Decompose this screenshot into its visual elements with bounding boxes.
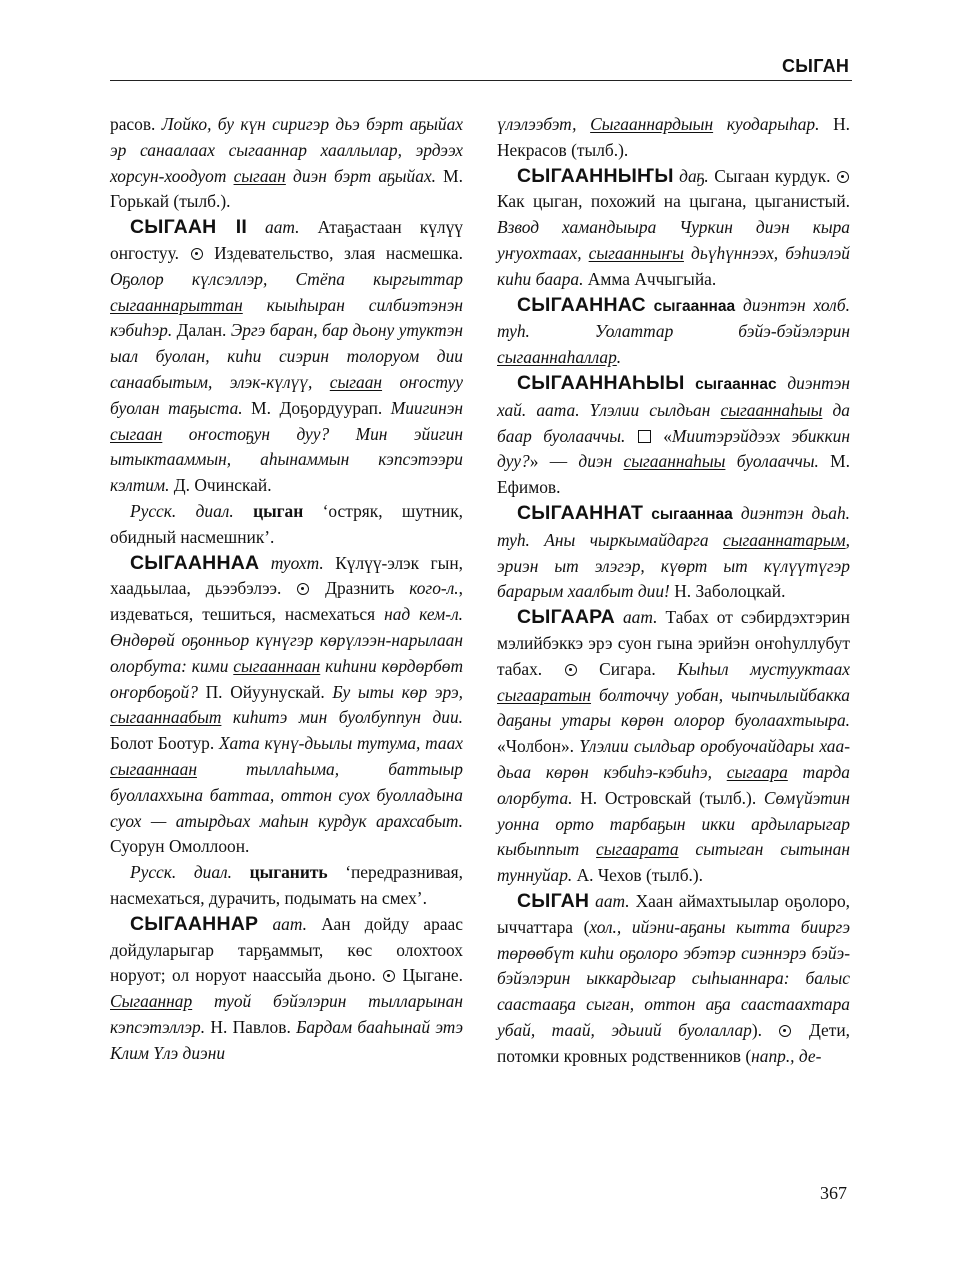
entry-sygan [497, 889, 850, 1070]
text-run: Оҕолор күлсэллэр, Стёпа кыргыттар [110, 268, 463, 289]
text-run: Взвод хамандыыра Чуркин диэн кыра уҥуохтаах, [497, 217, 850, 263]
text-run: П. Ойуунускай. [197, 681, 333, 702]
entry-sygaannas [497, 293, 850, 371]
text-run: ‘остряк, шутник, обидный насмешник’. [110, 500, 463, 547]
text-run: сытыган сытынан туннуйар. [497, 839, 851, 886]
text-run: Н. Павлов. [205, 1016, 297, 1037]
example-keyword: сыгаара [726, 761, 788, 782]
text-run: М. Доҕордуурап. [242, 397, 391, 418]
text-run: Суорун Омоллоон. [110, 836, 250, 857]
translation-marker-icon [779, 1025, 791, 1037]
text-run: расов. [110, 114, 162, 134]
text-run: диэнтэн холб. туһ. Уолаттар бэйэ-бэйэлэрин [497, 294, 850, 342]
text-run: Н. Заболоцкай. [669, 581, 786, 602]
text-run: Дети, потомки кровных родственников ( [497, 1019, 850, 1066]
entry-sygaannar [110, 912, 463, 1067]
text-run: Лойко, бу күн сиригэр дьэ бэрт аҕыйах эр санаалаах сыгааннар хааллылар, эрдээх хорсун-хоодуот [110, 114, 463, 186]
header-rule [110, 80, 852, 81]
text-run: , издеваться, тешиться, насмехаться [110, 578, 463, 625]
text-run: үлэлээбэт, [497, 114, 591, 134]
text-run: М. Ефимов. [497, 451, 850, 498]
example-keyword: сыгаан [110, 423, 163, 444]
text-run: над кем-л. [384, 604, 463, 625]
text-run: кыыһыран силбиэтэнэн кэбиһэр. [110, 294, 463, 341]
text-run: оҥостоҕун дуу? Мин эйигин ытыктааммын, аһынаммын кэпсэтээри кэлтим. [110, 423, 463, 496]
left-column [110, 112, 463, 1066]
translation-marker-icon [565, 664, 577, 676]
text-run: диэнтэн дьаһ. туһ. Аны чыркымайдарга [497, 502, 851, 550]
text-run: Сыгаан курдук. [708, 165, 836, 186]
headword: СЫГААРА [517, 606, 615, 629]
text-run: Бардам бааһынай этэ Клим Үлэ диэни [110, 1016, 463, 1063]
text-run: , эриэн ыт элэгэр, күөрт ыт күлүүтүгэр барарым хаалбыт дии! [497, 529, 850, 602]
text-run: туой бэйэлэрин тылларынан кэпсэтэллэр. [110, 991, 463, 1037]
example-keyword: сыгааннаһыы [623, 451, 726, 472]
entry-sygaara [497, 605, 850, 889]
text-run: буолааччы. [725, 451, 819, 472]
page-number: 367 [820, 1183, 847, 1203]
entry-sygaannaa [110, 551, 463, 861]
text-run: кого-л. [409, 578, 459, 599]
example-keyword: сыгаарата [596, 839, 679, 860]
text-run: оҥостуу буолан таҕыста. [110, 371, 463, 418]
text-run: Амма Аччыгыйа. [583, 268, 717, 289]
text-run: «Чолбон». [497, 736, 580, 757]
text-run: туохт. [259, 552, 324, 573]
translation-marker-icon [191, 248, 203, 260]
text-run: М. Горькай (тылб.). [110, 165, 463, 212]
example-keyword: сыгаан [233, 165, 286, 186]
text-run: Русск. диал. [130, 862, 250, 883]
text-run: Өндөрөй оҕонньор күнүгэр көрүлээн-нарылаан олорбута: кими [110, 629, 463, 676]
text-run: Русск. диал. [130, 500, 254, 521]
example-keyword: сыгааннаан [233, 655, 321, 676]
entry-sygaannat [497, 501, 850, 605]
text-run: куодарыһар. [713, 114, 820, 134]
text-run: ). [751, 1019, 779, 1040]
text-run: Миитэрэйдээх эбиккин дуу? [497, 425, 850, 472]
text-run: аат. [246, 217, 300, 238]
text-run: Күлүү-элэк гын, хаадьылаа, дьээбэлээ. [110, 552, 463, 599]
phraseology-box-icon [638, 430, 651, 443]
text-run: Кыһыл мустууктаах [677, 658, 850, 679]
text-run: диэн [578, 451, 624, 472]
example-keyword: сыгааннатарым [722, 529, 846, 550]
text-run: Как цыган, похожий на цыгана, цыганистый. [497, 191, 850, 212]
text-run: « [651, 425, 672, 446]
example-keyword: сыгааннаабыт [110, 707, 222, 728]
text-run: Н. Островскай (тылб.). [572, 787, 764, 808]
text-run: Болот Боотур. [110, 733, 219, 754]
headword: СЫГААННЫҤЫ [517, 164, 674, 187]
text-run: киһитэ мин буолбуппун дии. [221, 707, 463, 728]
entry-sygaannaa-etym [110, 860, 463, 912]
headword: СЫГААННАТ [517, 501, 644, 524]
text-run: . [616, 347, 622, 368]
example-keyword: сыгааннаһаллар [497, 347, 617, 368]
text-run: Сөмүйэтин уонна орто тарбаҕын икки ардыларыгар кыбыппыт [497, 787, 850, 860]
example-keyword: сыгааннаан [110, 758, 197, 779]
text-run: киһини көрдөрбөт оҥорбоҕой? [110, 655, 463, 702]
running-head: СЫГАН [782, 56, 850, 76]
text-run: Издевательство, злая насмешка. [203, 242, 463, 263]
text-run: напр., де- [751, 1045, 822, 1066]
example-keyword: Сыгааннар [110, 991, 193, 1012]
text-run: Д. Очинскай. [169, 475, 272, 496]
text-run: Далан. [172, 320, 231, 341]
headword: СЫГААННАА [130, 551, 260, 574]
text-run: Аан дойду араас дойдуларыгар тарҕаммыт, көс олохтоох норуот; ол норуот наассыйа дьоно. [110, 913, 463, 986]
text-run: цыган [253, 500, 304, 521]
translation-marker-icon [383, 970, 395, 982]
entry-cont [110, 112, 463, 215]
example-keyword: Сыгааннардыын [590, 114, 714, 134]
text-run: хол., ийэни-аҕаны кытта бииргэ төрөөбүт киһи оҕолоро эбэтэр сиэннэрэ бэйэ-бэйэлэрин ыккардыгар сыһыаннара: балыс саастааҕа сыган, оттон аҕа саастаахтара убай, таай, эдьиий буолаллар [497, 916, 850, 1040]
text-run: Дразнить [310, 578, 410, 599]
entry-sygaan-2-etym [110, 499, 463, 551]
text-run: Сигара. [577, 658, 678, 679]
text-run: Үлэлии сылдьар оробуочайдары хаа-дьаа көрөн кэбиһэ-кэбиһэ, [497, 736, 850, 782]
text-run [625, 426, 636, 446]
headword: СЫГААННАҺЫЫ [517, 371, 685, 394]
entry-cont-right [497, 112, 850, 164]
headword: СЫГААННАС [517, 293, 646, 316]
translation-marker-icon [297, 583, 309, 595]
text-run: Цыгане. [396, 965, 463, 986]
text-run: аат. [614, 607, 658, 628]
entry-sygaan-2 [110, 215, 463, 499]
example-keyword: сыгааннаһыы [720, 399, 823, 420]
example-keyword: сыгаанныҥы [588, 242, 684, 263]
text-run: » — [529, 451, 579, 472]
right-column [497, 112, 850, 1069]
text-run: даҕ. [673, 165, 709, 186]
text-run: Хата күнү-дьылы тутума, таах [218, 733, 463, 754]
entry-sygaannahyy [497, 371, 850, 501]
text-run: Эргэ баран, бар дьону утуктэн ыал буолан, киһи сиэрин толоруом дии санаабытым, элэк-күлүү, [110, 320, 463, 392]
example-keyword: сыгаан [329, 371, 383, 392]
text-run: болточчу уобан, чыпчылыйбакка даҕаны утары көрөн олорор буолаахтыыра. [497, 684, 850, 731]
text-run: сыгааннас [684, 375, 777, 393]
text-run: диэн бэрт аҕыйах. [285, 165, 437, 186]
text-run: тыллаһыма, баттыыр буоллаххына баттаа, оттон суох буолладына суох — атырдьах маһын курдук арахсабыт. [110, 758, 463, 831]
text-run: Атаҕастаан күлүү онгостуу. [110, 217, 463, 263]
headword: СЫГАН [517, 889, 590, 912]
text-run: аат. [589, 890, 630, 911]
text-run: Н. Некрасов (тылб.). [497, 114, 850, 160]
headword: СЫГААННАР [130, 912, 259, 935]
text-run: тарда олорбута. [497, 761, 850, 808]
example-keyword: сыгааннарыттан [110, 294, 243, 315]
text-run: диэнтэн хай. аата. Үлэлии сылдьан [497, 372, 850, 420]
headword: СЫГААН II [130, 216, 247, 239]
example-keyword: сыгааратын [497, 684, 592, 705]
text-run: сыгааннаа [645, 297, 736, 315]
text-run: да баар буолааччы. [497, 399, 850, 446]
entry-sygaannyng [497, 164, 850, 293]
text-run: сыгааннаа [643, 505, 733, 523]
text-run: Хаан аймахтыылар оҕолоро, ыччаттара ( [497, 890, 850, 937]
translation-marker-icon [837, 171, 849, 183]
text-run: цыганить [249, 862, 328, 883]
text-run: А. Чехов (тылб.). [572, 865, 704, 886]
text-run: Бу ыты көр эрэ, [332, 681, 463, 702]
text-run: Миигинэн [390, 397, 464, 418]
text-run: ‘передразнивая, насмехаться, дурачить, подымать на смех’. [110, 862, 463, 908]
text-run: аат. [258, 913, 307, 934]
text-run: дьүһүннээх, бэһиэлэй киһи баара. [497, 242, 850, 289]
text-run: Табах от сэбирдэхтэрин мэлийбэккэ эрэ суон гына эрийэн оҥоһуллубут табах. [497, 607, 850, 679]
